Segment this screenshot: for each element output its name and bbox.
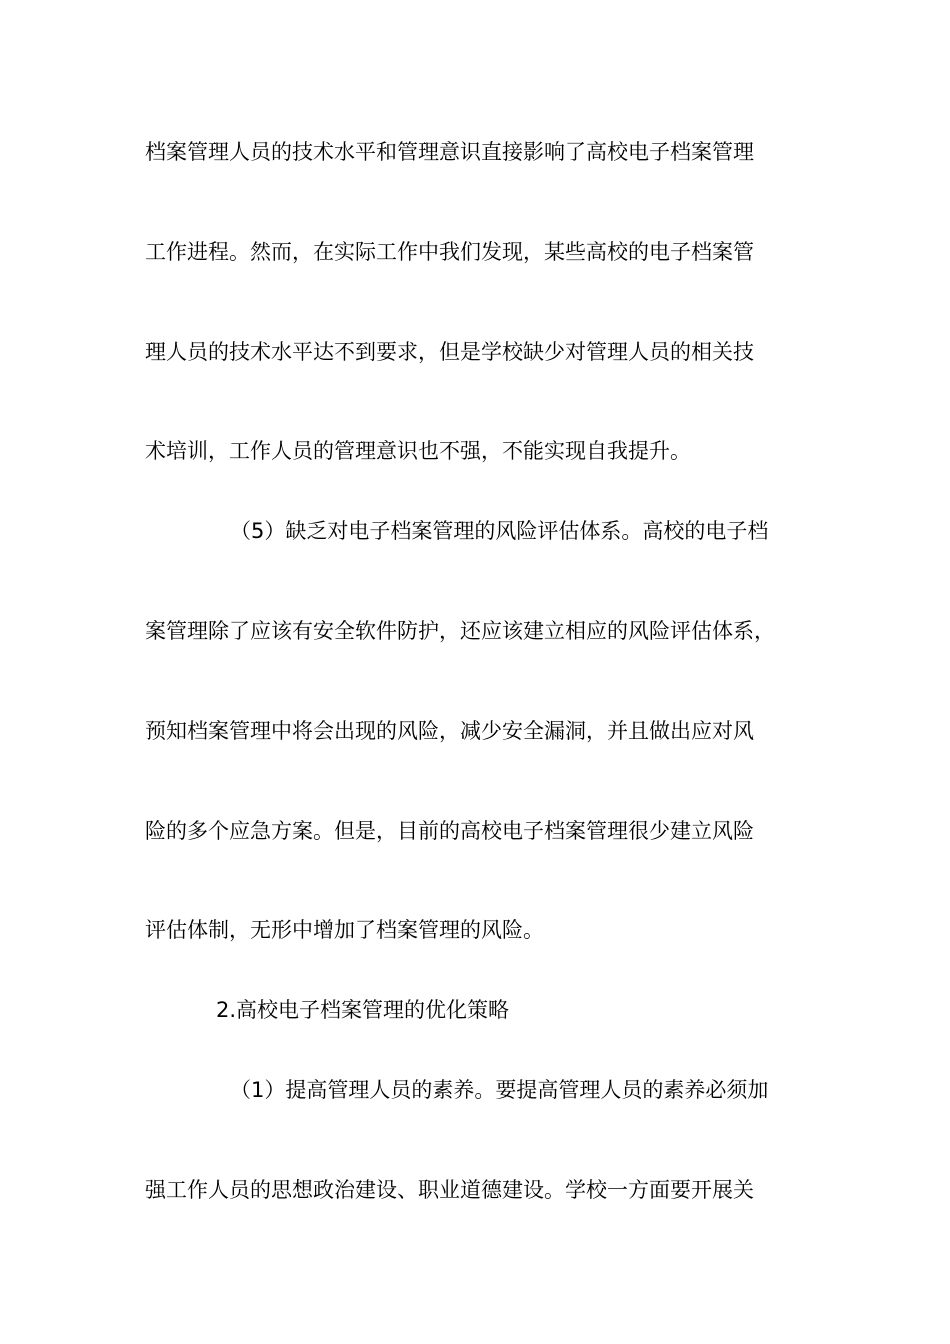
section-heading: 2.高校电子档案管理的优化策略 [216, 998, 510, 1022]
text-line: 评估体制，无形中增加了档案管理的风险。 [145, 918, 544, 942]
text-line: 术培训，工作人员的管理意识也不强，不能实现自我提升。 [145, 439, 691, 463]
text-line: 工作进程。然而，在实际工作中我们发现，某些高校的电子档案管 [145, 240, 754, 264]
text-line: 预知档案管理中将会出现的风险，减少安全漏洞，并且做出应对风 [145, 719, 754, 743]
text-line: 理人员的技术水平达不到要求，但是学校缺少对管理人员的相关技 [145, 340, 754, 364]
paragraph-start-line: （1）提高管理人员的素养。要提高管理人员的素养必须加 [230, 1078, 769, 1102]
text-line: 案管理除了应该有安全软件防护，还应该建立相应的风险评估体系， [145, 619, 775, 643]
text-line: 险的多个应急方案。但是，目前的高校电子档案管理很少建立风险 [145, 819, 754, 843]
paragraph-start-line: （5）缺乏对电子档案管理的风险评估体系。高校的电子档 [230, 519, 769, 543]
text-line: 强工作人员的思想政治建设、职业道德建设。学校一方面要开展关 [145, 1178, 754, 1202]
text-line: 档案管理人员的技术水平和管理意识直接影响了高校电子档案管理 [145, 140, 754, 164]
